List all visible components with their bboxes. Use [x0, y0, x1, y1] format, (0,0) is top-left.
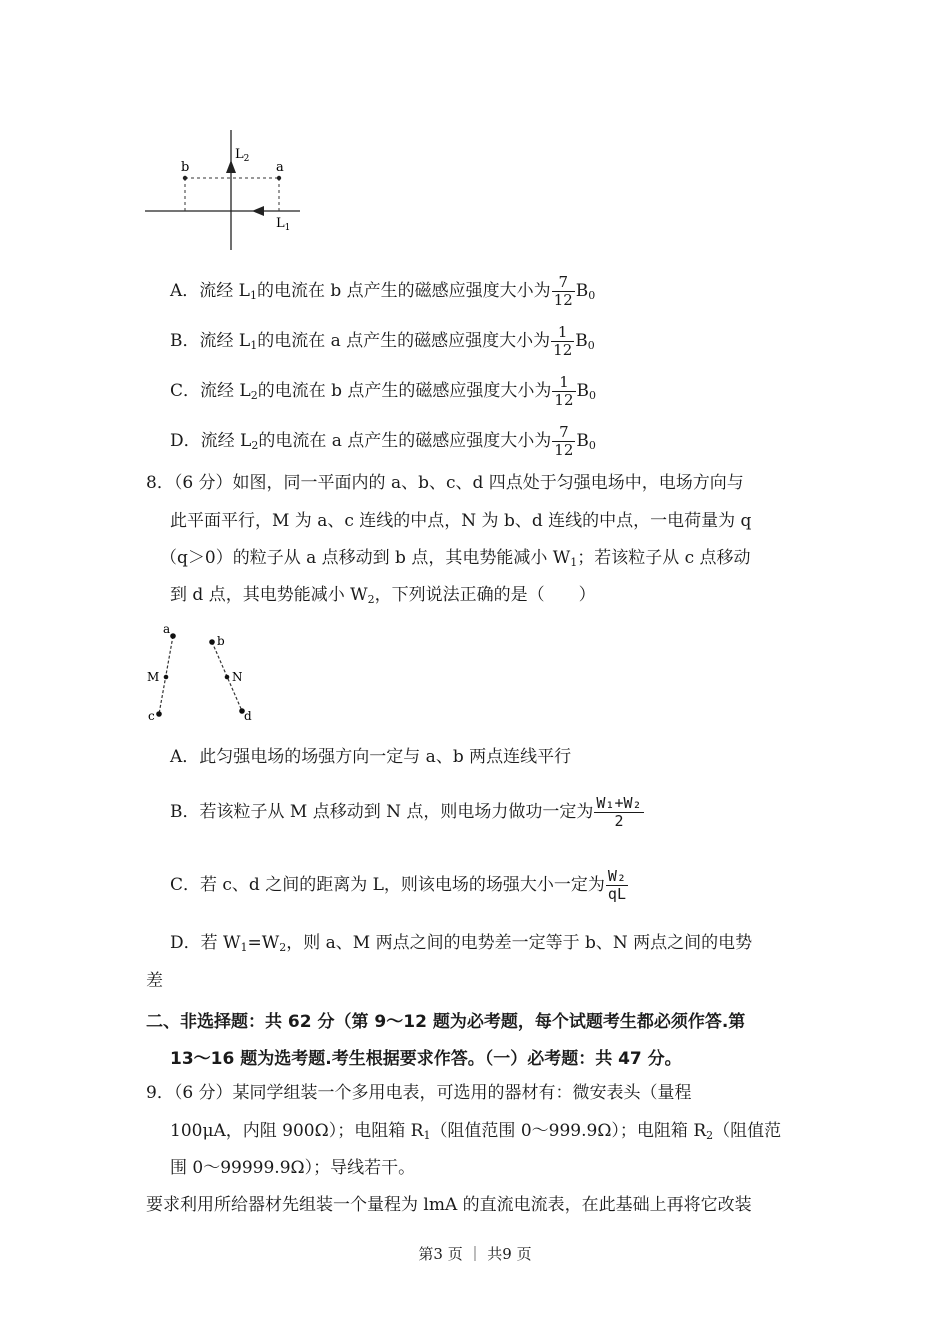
svg-text:L1 [276, 216, 290, 233]
figure-wires-diagram [140, 125, 310, 255]
section-2-heading-line-2: 13～16 题为选考题.考生根据要求作答。（一）必考题：共 47 分。 [170, 1049, 682, 1069]
q9-line-3: 围 0～99999.9Ω）；导线若干。 [170, 1158, 416, 1178]
q8-option-a: A．此匀强电场的场强方向一定与 a、b 两点连线平行 [170, 747, 572, 767]
label-c: c [148, 709, 155, 723]
fraction: $\frac{\text{W₂}}{qL}$ [607, 867, 626, 903]
label-l2: L [235, 147, 244, 162]
q7-option-a: A．流经 $L_1$的电流在 b 点产生的磁感应强度大小为 $\frac{7}{12}$ $B_0$ [170, 273, 596, 309]
section-2-heading-line-1: 二、非选择题：共 62 分（第 9～12 题为必考题，每个试题考生都必须作答.第 [146, 1012, 746, 1032]
label-l2-sub: 2 [243, 154, 250, 164]
q8-option-b: B．若该粒子从 M 点移动到 N 点，则电场力做功一定为 $\frac{\text{W₁+W₂}}{2}$ [170, 794, 642, 830]
q8-line-1: 8．（6 分）如图，同一平面内的 a、b、c、d 四点处于匀强电场中，电场方向与 [146, 473, 744, 493]
q7-option-b: B．流经 $L_1$的电流在 a 点产生的磁感应强度大小为 $\frac{1}{12}$ $B_0$ [170, 323, 595, 359]
q7-option-d: D．流经 $L_2$的电流在 a 点产生的磁感应强度大小为 $\frac{7}{12}$ $B_0$ [170, 423, 596, 459]
label-a: a [276, 160, 284, 175]
q8-line-2: 此平面平行，M 为 a、c 连线的中点，N 为 b、d 连线的中点，一电荷量为 q [170, 511, 752, 531]
q8-option-d-line-2: 差 [146, 971, 163, 991]
q9-line-2: 100μA，内阻 900Ω）；电阻箱 $R_1$（阻值范围 0～999.9Ω）；电阻箱 $R_2$（阻值范 [170, 1121, 782, 1142]
label-b: b [181, 160, 190, 175]
label-b: b [217, 634, 225, 648]
point-b-dot [183, 176, 187, 180]
point-a-dot [170, 633, 176, 639]
point-c-dot [156, 711, 162, 717]
q9-line-4: 要求利用所给器材先组装一个量程为 lmA 的直流电流表，在此基础上再将它改装 [146, 1195, 752, 1215]
fraction: $\frac{1}{12}$ [553, 323, 573, 359]
q8-option-d: D．若 $W_1=W_2$，则 a、M 两点之间的电势差一定等于 b、N 两点之间的电势 [170, 933, 753, 954]
fraction: $\frac{1}{12}$ [554, 373, 574, 409]
label-d: d [244, 709, 252, 723]
label-a: a [163, 622, 171, 636]
q8-line-4: 到 d 点，其电势能减小 $W_2$，下列说法正确的是（ ） [170, 585, 596, 606]
fraction: $\frac{7}{12}$ [553, 273, 573, 309]
label-n: N [232, 670, 243, 684]
q9-line-1: 9．（6 分）某同学组装一个多用电表，可选用的器材有：微安表头（量程 [146, 1083, 692, 1103]
fraction: $\frac{\text{W₁+W₂}}{2}$ [596, 794, 642, 830]
page-footer: 第3 页 ｜ 共9 页 [418, 1245, 532, 1263]
point-b-dot [209, 639, 215, 645]
q8-option-c: C．若 c、d 之间的距离为 L，则该电场的场强大小一定为 $\frac{\text{W₂}}{qL}$ [170, 867, 626, 903]
point-n-dot [225, 675, 230, 680]
label-m: M [147, 670, 160, 684]
label-l1: L [276, 216, 285, 231]
svg-text:L2 [235, 147, 249, 164]
figure-points-diagram [140, 622, 265, 727]
point-m-dot [164, 675, 169, 680]
q8-line-3: （q＞0）的粒子从 a 点移动到 b 点，其电势能减小 $W_1$；若该粒子从 c 点移动 [160, 548, 751, 569]
q7-option-c: C．流经 $L_2$的电流在 b 点产生的磁感应强度大小为 $\frac{1}{12}$ $B_0$ [170, 373, 597, 409]
point-a-dot [277, 176, 281, 180]
label-l1-sub: 1 [284, 223, 291, 233]
fraction: $\frac{7}{12}$ [554, 423, 574, 459]
wire-l1-arrow-icon [252, 206, 264, 216]
